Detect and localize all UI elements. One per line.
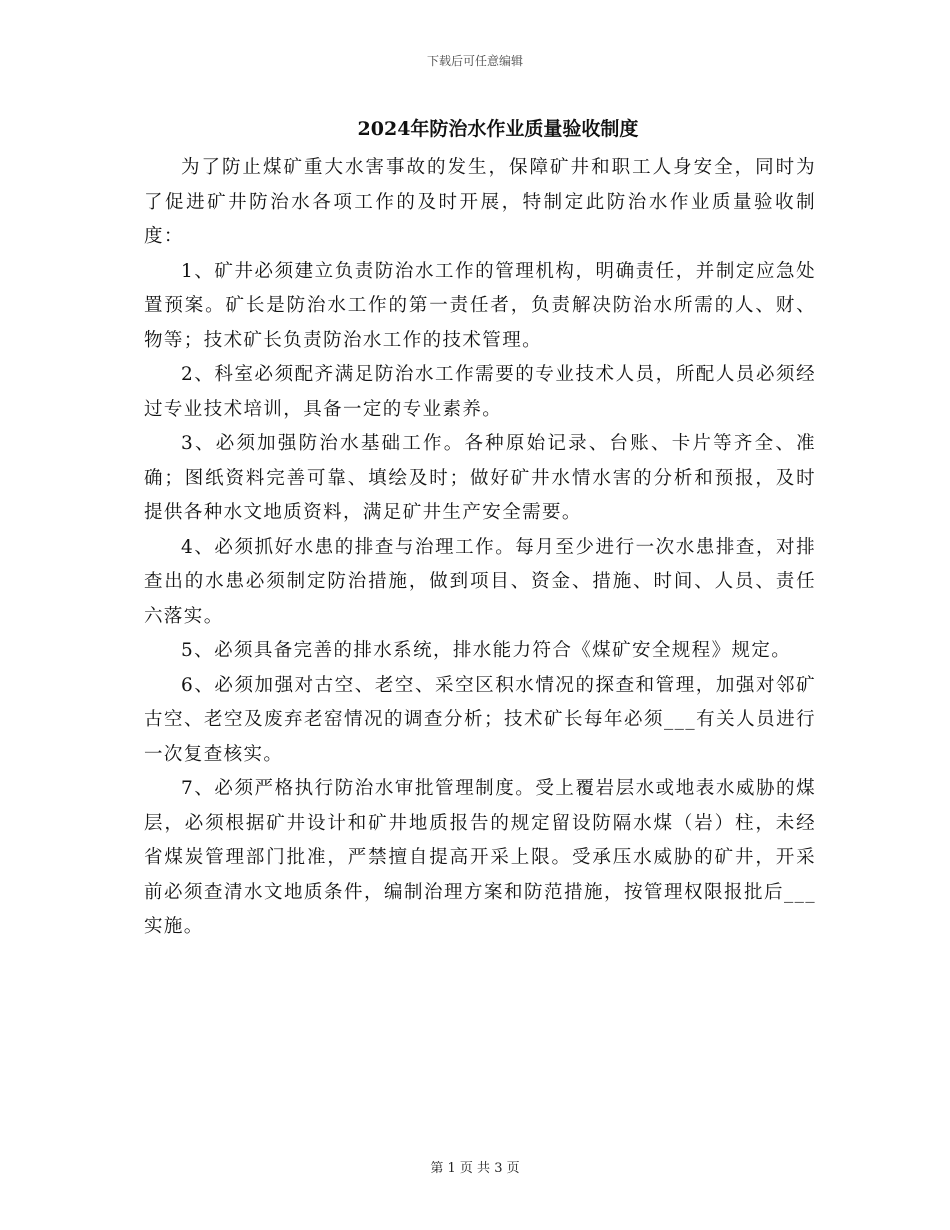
clause-4-paragraph: 4、必须抓好水患的排查与治理工作。每月至少进行一次水患排查，对排查出的水患必须制定防治措施，做到项目、资金、措施、时间、人员、责任六落实。: [144, 536, 816, 627]
page-header-note: 下载后可任意编辑: [426, 54, 523, 68]
clause-2-paragraph: 2、科室必须配齐满足防治水工作需要的专业技术人员，所配人员必须经过专业技术培训，具备一定的专业素养。: [144, 364, 816, 420]
document-body: [144, 151, 816, 945]
intro-paragraph: 为了防止煤矿重大水害事故的发生，保障矿井和职工人身安全，同时为了促进矿井防治水各项工作的及时开展，特制定此防治水作业质量验收制度：: [144, 157, 816, 247]
clause-5-paragraph: 5、必须具备完善的排水系统，排水能力符合《煤矿安全规程》规定。: [181, 640, 792, 661]
document-title: 2024年防治水作业质量验收制度: [357, 118, 639, 140]
clause-6-paragraph: 6、必须加强对古空、老空、采空区积水情况的探查和管理，加强对邻矿古空、老空及废弃老窑情况的调查分析；技术矿长每年必须___有关人员进行一次复查核实。: [144, 674, 816, 765]
clause-1-paragraph: 1、矿井必须建立负责防治水工作的管理机构，明确责任，并制定应急处置预案。矿长是防治水工作的第一责任者，负责解决防治水所需的人、财、物等；技术矿长负责防治水工作的技术管理。: [144, 260, 816, 351]
clause-7-paragraph: 7、必须严格执行防治水审批管理制度。受上覆岩层水或地表水威胁的煤层，必须根据矿井设计和矿井地质报告的规定留设防隔水煤（岩）柱，未经省煤炭管理部门批准，严禁擅自提高开采上限。受承压水威胁的矿井，开采前必须查清水文地质条件，编制治理方案和防范措施，按管理权限报批后___实施。: [144, 778, 816, 937]
page-number-footer: 第 1 页 共 3 页: [430, 1161, 520, 1176]
clause-3-paragraph: 3、必须加强防治水基础工作。各种原始记录、台账、卡片等齐全、准确；图纸资料完善可靠、填绘及时；做好矿井水情水害的分析和预报，及时提供各种水文地质资料，满足矿井生产安全需要。: [144, 433, 816, 523]
